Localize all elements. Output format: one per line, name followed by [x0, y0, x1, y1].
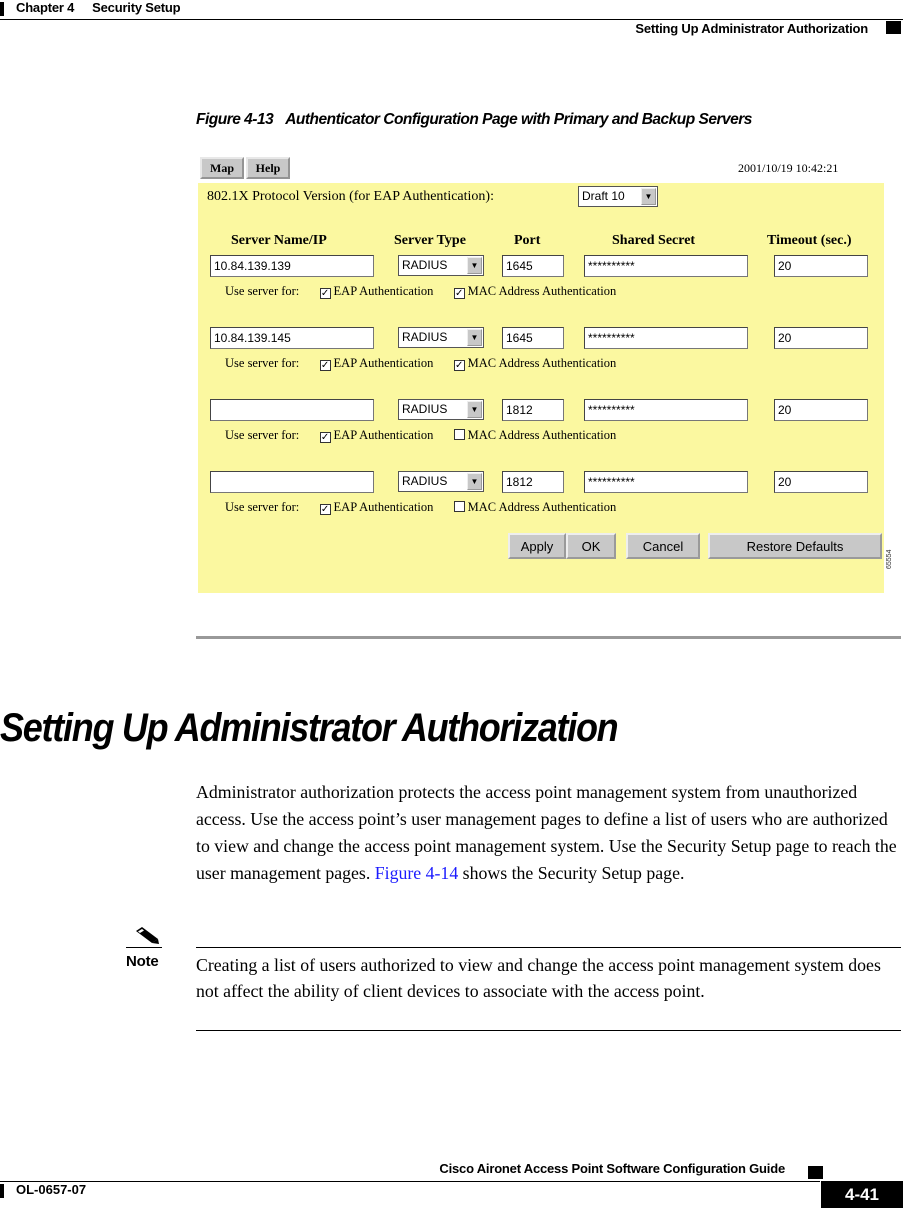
note-icon-rule: [126, 947, 162, 948]
use-server-label: Use server for:: [225, 428, 300, 442]
footer-doc-number: OL-0657-07: [16, 1182, 87, 1197]
paragraph-text: Administrator authorization protects the access point management system from unauthorized access. Use the access point’s user management pages to define a list of users who are authorized to view and change the access point management system. Use the Security Setup page to reach the user management pages.: [196, 782, 897, 883]
use-server-row: [225, 428, 616, 443]
figure-title: Authenticator Configuration Page with Primary and Backup Servers: [285, 111, 752, 128]
paragraph-text-end: shows the Security Setup page.: [462, 863, 685, 883]
server-type-select[interactable]: [398, 255, 484, 276]
eap-label: EAP Authentication: [333, 428, 434, 442]
server-name-input[interactable]: 10.84.139.145: [210, 327, 374, 349]
header-box: [886, 21, 901, 34]
restore-defaults-button[interactable]: Restore Defaults: [708, 533, 882, 559]
mac-checkbox[interactable]: [454, 501, 465, 512]
timeout-input[interactable]: 20: [774, 327, 868, 349]
server-type-value: RADIUS: [402, 474, 448, 488]
eap-checkbox[interactable]: ✓: [320, 288, 330, 299]
note-text: Creating a list of users authorized to view and change the access point management system does not affect the ability of client devices to associate with the access point.: [196, 955, 881, 1001]
shared-secret-input[interactable]: **********: [584, 399, 748, 421]
map-button[interactable]: Map: [200, 157, 244, 179]
port-input[interactable]: 1812: [502, 399, 564, 421]
config-panel: [198, 183, 884, 593]
mac-checkbox[interactable]: ✓: [454, 288, 464, 299]
figure-number: Figure 4-13: [196, 111, 274, 128]
mac-label: MAC Address Authentication: [467, 500, 617, 514]
eap-checkbox[interactable]: ✓: [320, 432, 330, 443]
protocol-value: Draft 10: [582, 189, 625, 203]
help-button[interactable]: Help: [246, 157, 290, 179]
chapter-title: Security Setup: [92, 0, 181, 15]
server-name-input[interactable]: [210, 471, 374, 493]
mac-checkbox[interactable]: ✓: [454, 360, 464, 371]
use-server-row: [225, 356, 616, 371]
authenticator-screenshot: [196, 151, 893, 595]
ok-button[interactable]: OK: [566, 533, 616, 559]
note-label: Note: [126, 953, 159, 970]
apply-button[interactable]: Apply: [508, 533, 566, 559]
column-header-server-name: Server Name/IP: [231, 233, 327, 248]
figure-caption: [196, 111, 752, 129]
server-type-select[interactable]: [398, 327, 484, 348]
shared-secret-input[interactable]: **********: [584, 327, 748, 349]
note-rule-bottom: [196, 1030, 901, 1031]
server-type-value: RADIUS: [402, 258, 448, 272]
use-server-row: [225, 284, 616, 299]
shared-secret-input[interactable]: **********: [584, 255, 748, 277]
mac-label: MAC Address Authentication: [467, 284, 617, 298]
use-server-label: Use server for:: [225, 356, 300, 370]
header-chapter: [16, 0, 180, 15]
dropdown-arrow-icon: ▼: [467, 473, 482, 490]
server-name-input[interactable]: 10.84.139.139: [210, 255, 374, 277]
page-number: 4-41: [821, 1181, 903, 1208]
server-type-value: RADIUS: [402, 402, 448, 416]
protocol-select[interactable]: [578, 186, 658, 207]
mac-checkbox[interactable]: [454, 429, 465, 440]
body-paragraph: [196, 779, 902, 887]
use-server-row: [225, 500, 616, 515]
dropdown-arrow-icon: ▼: [467, 401, 482, 418]
figure-rule: [196, 636, 901, 639]
footer-box: [808, 1166, 823, 1179]
footer-bar: [0, 1184, 4, 1198]
port-input[interactable]: 1812: [502, 471, 564, 493]
dropdown-arrow-icon: ▼: [641, 188, 656, 205]
timeout-input[interactable]: 20: [774, 471, 868, 493]
port-input[interactable]: 1645: [502, 327, 564, 349]
cancel-button[interactable]: Cancel: [626, 533, 700, 559]
timeout-input[interactable]: 20: [774, 255, 868, 277]
port-input[interactable]: 1645: [502, 255, 564, 277]
column-header-port: Port: [514, 233, 541, 248]
server-type-select[interactable]: [398, 399, 484, 420]
mac-label: MAC Address Authentication: [467, 356, 617, 370]
eap-checkbox[interactable]: ✓: [320, 504, 330, 515]
section-title: Setting Up Administrator Authorization: [0, 706, 618, 750]
chapter-number: Chapter 4: [16, 0, 75, 15]
dropdown-arrow-icon: ▼: [467, 329, 482, 346]
use-server-label: Use server for:: [225, 284, 300, 298]
eap-label: EAP Authentication: [333, 356, 434, 370]
shared-secret-input[interactable]: **********: [584, 471, 748, 493]
footer-rule: [0, 1181, 820, 1182]
figure-link[interactable]: Figure 4-14: [374, 863, 459, 883]
server-type-select[interactable]: [398, 471, 484, 492]
column-header-server-type: Server Type: [394, 233, 466, 248]
header-section-title: Setting Up Administrator Authorization: [635, 21, 868, 36]
timestamp: 2001/10/19 10:42:21: [738, 161, 839, 175]
protocol-label: 802.1X Protocol Version (for EAP Authentication):: [207, 189, 494, 204]
mac-label: MAC Address Authentication: [467, 428, 617, 442]
server-type-value: RADIUS: [402, 330, 448, 344]
eap-label: EAP Authentication: [333, 284, 434, 298]
note-rule-top: [196, 947, 901, 948]
eap-checkbox[interactable]: ✓: [320, 360, 330, 371]
column-header-shared-secret: Shared Secret: [612, 233, 696, 248]
dropdown-arrow-icon: ▼: [467, 257, 482, 274]
column-header-timeout: Timeout (sec.): [767, 233, 852, 248]
header-rule: [0, 19, 903, 20]
header-bar: [0, 2, 4, 16]
use-server-label: Use server for:: [225, 500, 300, 514]
eap-label: EAP Authentication: [333, 500, 434, 514]
footer-guide-title: Cisco Aironet Access Point Software Configuration Guide: [439, 1161, 785, 1176]
figure-id-label: 65554: [886, 549, 893, 569]
timeout-input[interactable]: 20: [774, 399, 868, 421]
server-name-input[interactable]: [210, 399, 374, 421]
